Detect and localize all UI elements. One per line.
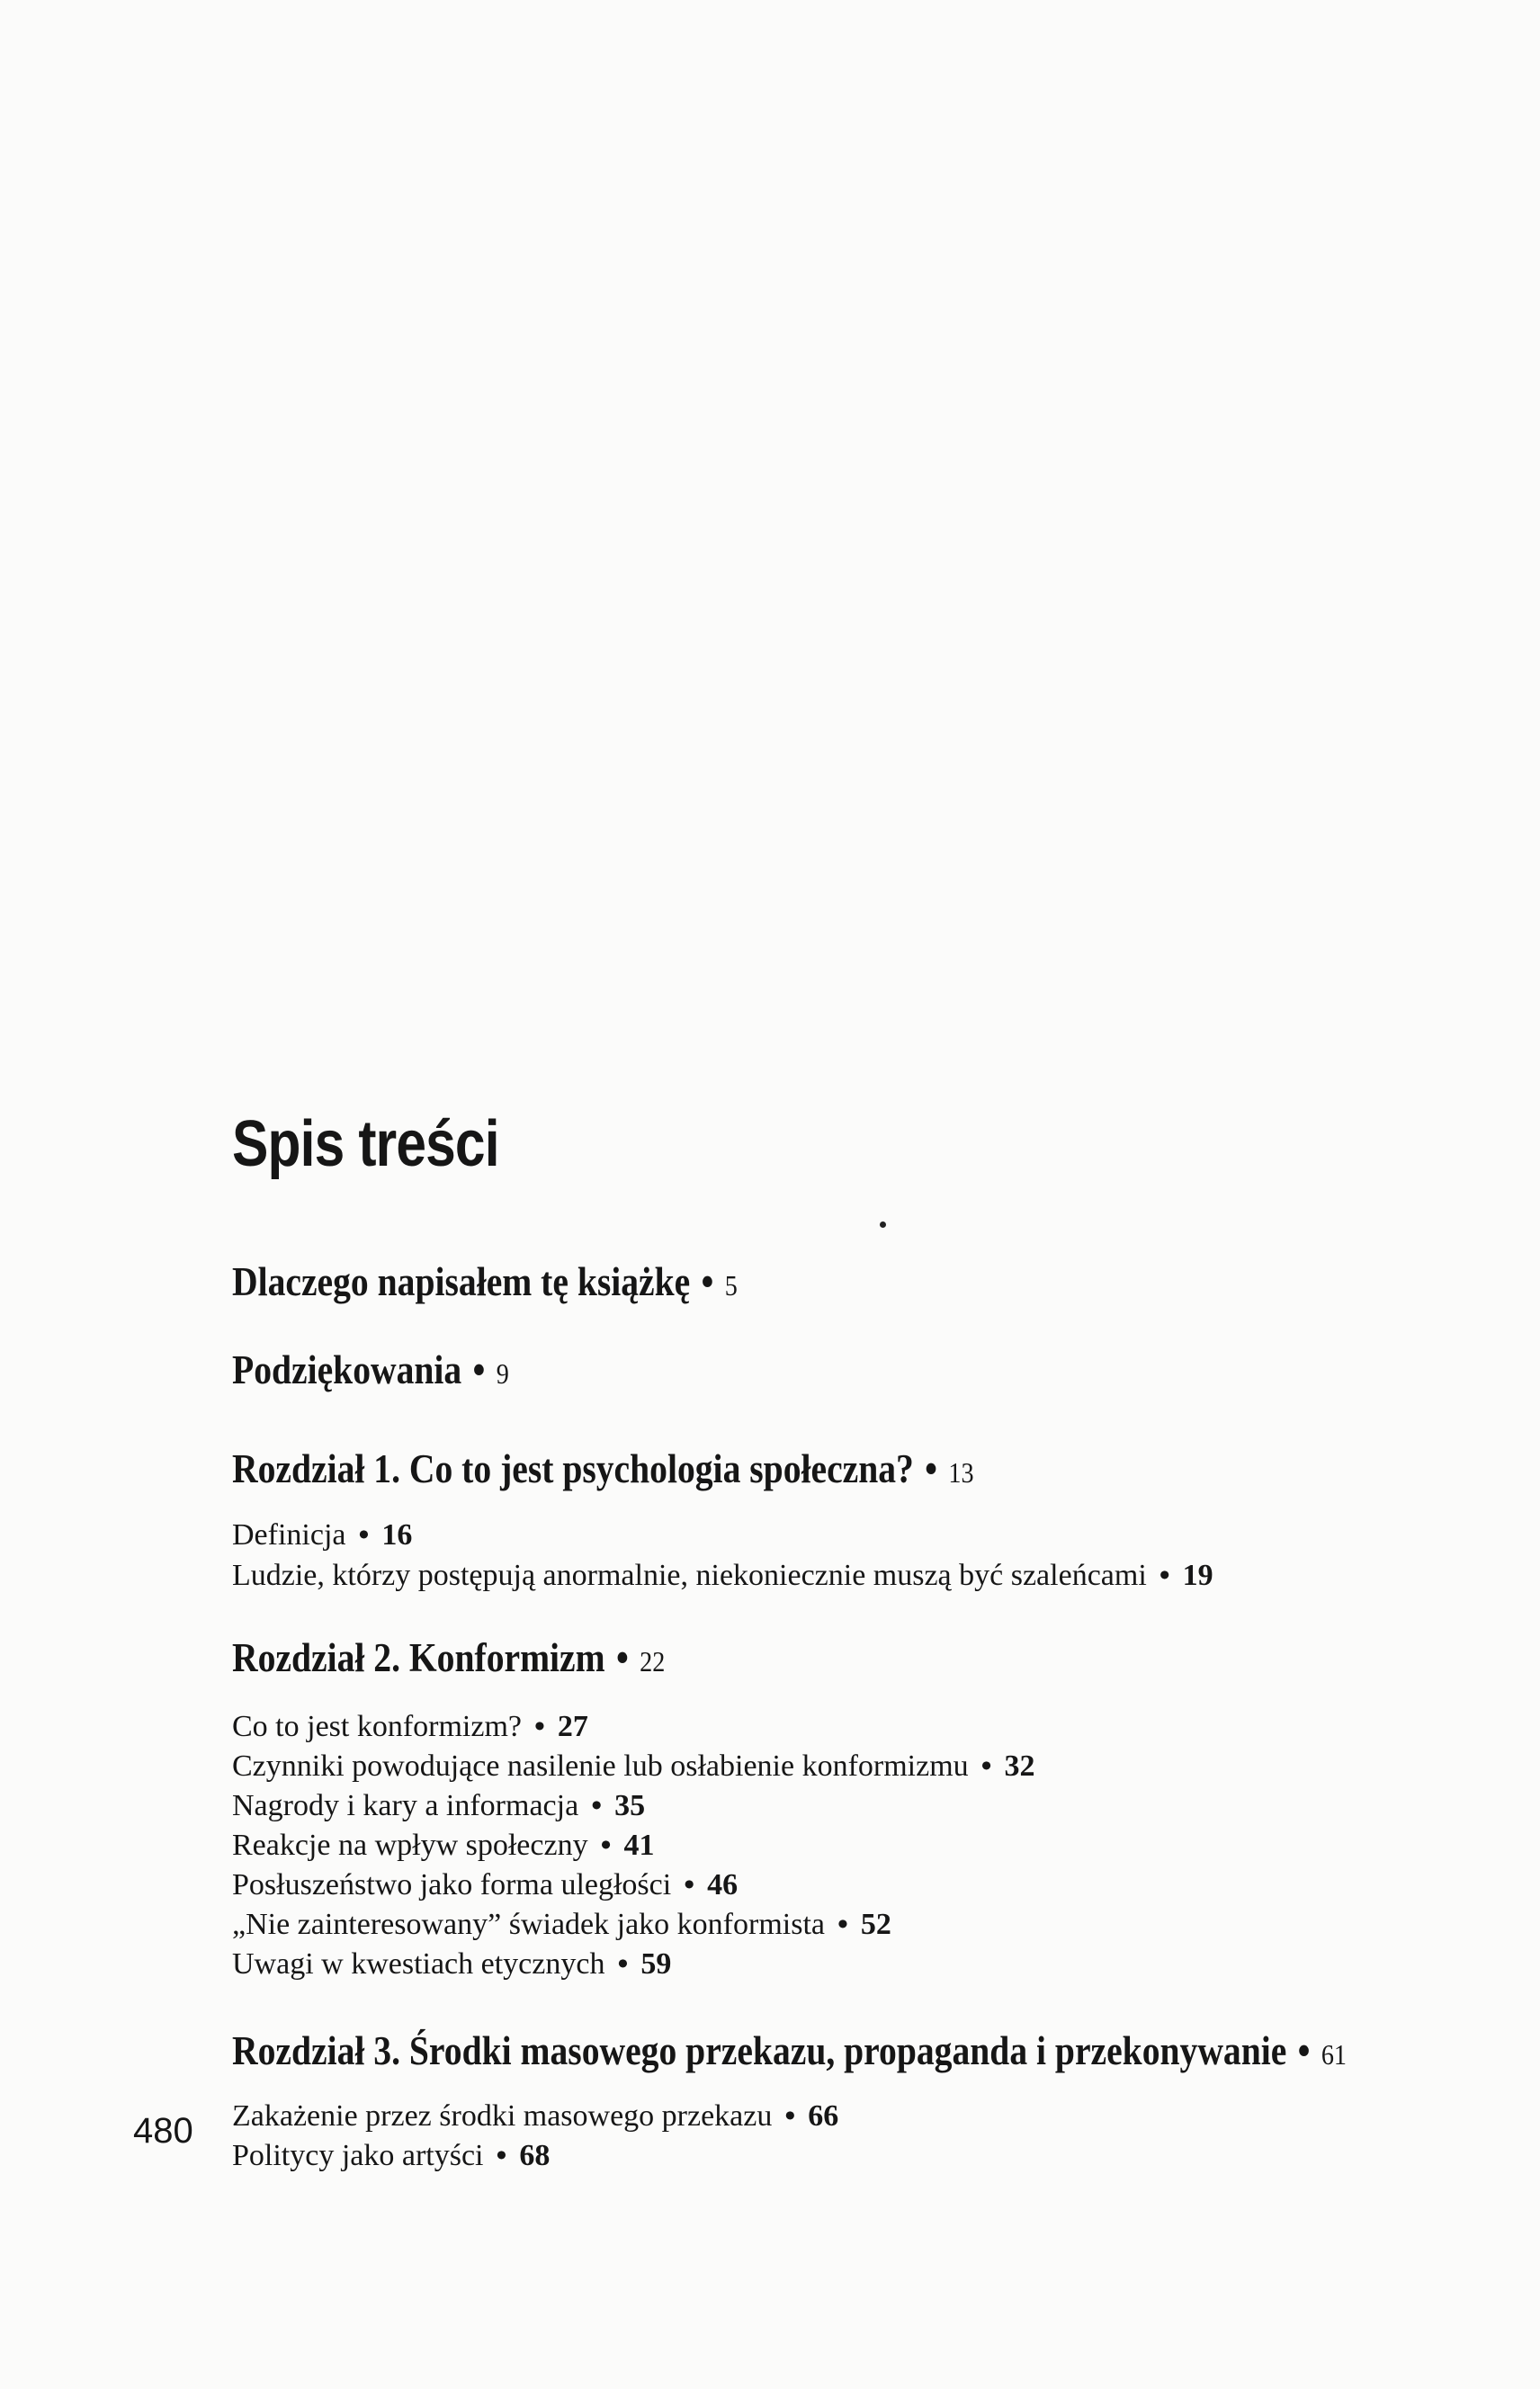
toc-entry: [232, 1787, 645, 1825]
entry-page-number: 46: [707, 1868, 739, 1901]
bullet-separator: •: [358, 1518, 370, 1552]
toc-entry: [232, 1708, 588, 1746]
toc-entry: [232, 1748, 1035, 1785]
toc-entry: [232, 2137, 550, 2175]
entry-page-number: 13: [948, 1456, 974, 1489]
entry-title: Rozdział 1. Co to jest psychologia społeczna?: [232, 1446, 914, 1491]
bullet-separator: •: [684, 1868, 695, 1901]
toc-entry: [232, 1946, 671, 1983]
bullet-separator: •: [615, 1635, 629, 1680]
bullet-separator: •: [496, 2139, 507, 2172]
bullet-separator: •: [701, 1259, 714, 1304]
toc-entry: [232, 1517, 412, 1554]
bullet-separator: •: [1159, 1559, 1170, 1592]
entry-page-number: 52: [860, 1908, 891, 1941]
entry-title: „Nie zainteresowany” świadek jako konformista: [232, 1908, 825, 1941]
entry-page-number: 19: [1182, 1559, 1213, 1592]
entry-title: Rozdział 3. Środki masowego przekazu, propaganda i przekonywanie: [232, 2028, 1287, 2073]
entry-title: Zakażenie przez środki masowego przekazu: [232, 2099, 773, 2133]
toc-entry: [232, 1445, 974, 1497]
bullet-separator: •: [837, 1908, 848, 1941]
scan-speck: [880, 1221, 886, 1228]
entry-title: Definicja: [232, 1518, 346, 1552]
entry-title: Czynniki powodujące nasilenie lub osłabienie konformizmu: [232, 1749, 969, 1783]
entry-title: Uwagi w kwestiach etycznych: [232, 1947, 605, 1981]
entry-title: Dlaczego napisałem tę książkę: [232, 1259, 691, 1304]
entry-page-number: 32: [1004, 1749, 1035, 1783]
entry-page-number: 16: [381, 1518, 413, 1552]
entry-page-number: 41: [623, 1829, 655, 1862]
bullet-separator: •: [472, 1347, 486, 1392]
page-number: 480: [133, 2111, 193, 2151]
entry-title: Posłuszeństwo jako forma uległości: [232, 1868, 672, 1901]
entry-page-number: 27: [557, 1710, 588, 1743]
entry-page-number: 22: [640, 1645, 666, 1678]
entry-page-number: 59: [640, 1947, 672, 1981]
entry-page-number: 5: [724, 1269, 738, 1302]
toc-entry: [232, 1633, 665, 1686]
toc-entry: [232, 2027, 1347, 2079]
toc-entry: [232, 1866, 738, 1904]
entry-title: Podziękowania: [232, 1347, 462, 1392]
bullet-separator: •: [600, 1829, 612, 1862]
toc-entry: [232, 2098, 838, 2135]
entry-title: Co to jest konformizm?: [232, 1710, 523, 1743]
bullet-separator: •: [534, 1710, 545, 1743]
entry-title: Nagrody i kary a informacja: [232, 1789, 579, 1822]
bullet-separator: •: [784, 2099, 796, 2133]
entry-title: Reakcje na wpływ społeczny: [232, 1829, 588, 1862]
entry-page-number: 35: [614, 1789, 646, 1822]
entry-title: Politycy jako artyści: [232, 2139, 484, 2172]
entry-page-number: 61: [1321, 2038, 1347, 2071]
toc-entry: [232, 1346, 509, 1398]
toc-entry: [232, 1557, 1213, 1595]
entry-page-number: 9: [496, 1357, 509, 1390]
toc-entry: [232, 1827, 655, 1865]
bullet-separator: •: [591, 1789, 603, 1822]
bullet-separator: •: [980, 1749, 992, 1783]
bullet-separator: •: [925, 1446, 938, 1491]
entry-page-number: 66: [808, 2099, 839, 2133]
entry-page-number: 68: [519, 2139, 551, 2172]
entry-title: Rozdział 2. Konformizm: [232, 1635, 605, 1680]
bullet-separator: •: [617, 1947, 629, 1981]
entry-title: Ludzie, którzy postępują anormalnie, niekoniecznie muszą być szaleńcami: [232, 1559, 1147, 1592]
page-title: Spis treści: [232, 1108, 499, 1180]
toc-entry: [232, 1257, 738, 1310]
bullet-separator: •: [1297, 2028, 1311, 2073]
toc-entry: [232, 1906, 891, 1944]
